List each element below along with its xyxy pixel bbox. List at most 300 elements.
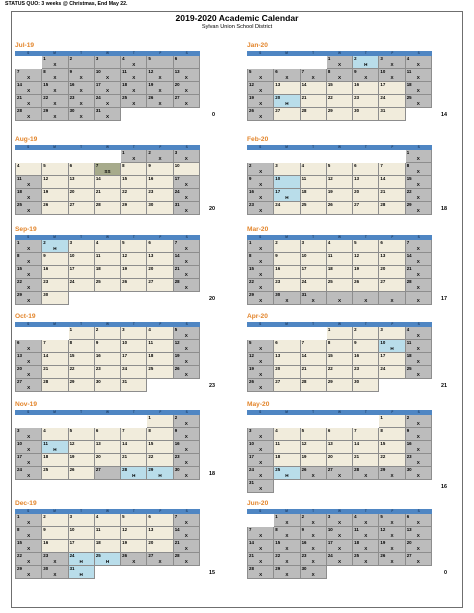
day-number: 28 — [249, 566, 254, 571]
day-cell — [95, 82, 121, 95]
day-cell — [353, 176, 379, 189]
month-name: Oct-19 — [15, 313, 36, 320]
day-number: 16 — [301, 540, 307, 545]
day-number: 16 — [43, 540, 49, 545]
day-number: 1 — [327, 327, 331, 332]
day-number: 7 — [174, 514, 178, 519]
day-cell — [95, 240, 121, 253]
week-row — [247, 202, 432, 215]
weekday-label: T — [312, 322, 315, 326]
day-cell — [121, 379, 147, 392]
day-marker: X — [259, 559, 263, 564]
day-marker: X — [416, 359, 420, 364]
day-marker: H — [79, 559, 83, 564]
day-cell — [69, 202, 95, 215]
day-marker: X — [285, 559, 289, 564]
day-cell — [69, 441, 95, 454]
day-cell — [379, 366, 405, 379]
day-cell — [174, 176, 200, 189]
weekday-label: T — [364, 410, 367, 414]
day-marker: X — [27, 259, 31, 264]
day-marker: X — [184, 520, 188, 525]
day-marker: X — [79, 88, 83, 93]
school-day-count: 18 — [209, 471, 215, 477]
day-number: 28 — [301, 108, 307, 113]
day-number: 7 — [249, 527, 252, 532]
day-number: 26 — [148, 95, 154, 100]
day-number: 19 — [148, 82, 154, 87]
day-number: 12 — [174, 340, 180, 345]
school-day-count: 17 — [441, 296, 447, 302]
day-cell — [327, 82, 353, 95]
month-table — [247, 509, 432, 579]
day-cell — [15, 540, 42, 553]
day-cell — [247, 366, 274, 379]
day-cell — [69, 566, 95, 579]
day-number: 27 — [380, 279, 386, 284]
day-number: 31 — [122, 379, 128, 384]
day-cell — [69, 69, 95, 82]
day-number: 2 — [69, 56, 73, 61]
day-number: 14 — [43, 353, 49, 358]
day-cell — [353, 69, 379, 82]
day-cell — [274, 428, 300, 441]
day-number: 15 — [122, 176, 128, 181]
day-cell — [247, 108, 274, 121]
weekday-label: S — [185, 322, 188, 326]
day-cell — [15, 340, 42, 353]
day-number: 30 — [43, 292, 49, 297]
day-marker: X — [259, 372, 263, 377]
day-marker: X — [27, 346, 31, 351]
day-cell — [147, 514, 173, 527]
day-number: 28 — [95, 202, 101, 207]
day-number: 17 — [174, 176, 180, 181]
day-cell — [406, 253, 432, 266]
day-cell — [301, 56, 327, 69]
day-cell — [247, 202, 274, 215]
day-number: 4 — [122, 56, 125, 61]
day-cell — [42, 279, 68, 292]
day-cell — [247, 82, 274, 95]
day-number: 9 — [69, 69, 73, 74]
day-marker: X — [184, 101, 188, 106]
day-number: 11 — [17, 176, 22, 181]
day-marker: X — [132, 101, 136, 106]
day-cell — [174, 56, 200, 69]
weekday-label: T — [132, 145, 135, 149]
day-cell — [274, 266, 300, 279]
day-number: 11 — [327, 253, 333, 258]
day-marker: X — [184, 447, 188, 452]
weekday-label: T — [132, 235, 135, 239]
day-cell — [406, 527, 432, 540]
day-cell — [147, 467, 173, 480]
day-marker: X — [390, 520, 394, 525]
day-cell — [327, 454, 353, 467]
day-marker: X — [132, 559, 136, 564]
weekday-label: T — [80, 235, 83, 239]
day-cell — [301, 176, 327, 189]
day-cell — [95, 353, 121, 366]
day-number: 10 — [327, 527, 333, 532]
day-cell — [121, 202, 147, 215]
day-number: 16 — [174, 441, 180, 446]
week-row — [15, 353, 200, 366]
weekday-label: M — [53, 322, 56, 326]
day-cell — [15, 108, 42, 121]
day-cell — [301, 540, 327, 553]
day-number: 15 — [17, 266, 22, 271]
day-cell — [95, 253, 121, 266]
day-cell — [121, 441, 147, 454]
month-table — [247, 410, 432, 493]
day-cell — [247, 189, 274, 202]
week-row — [15, 189, 200, 202]
day-number: 15 — [43, 82, 49, 87]
day-cell — [147, 379, 173, 392]
day-number: 14 — [301, 353, 307, 358]
day-number: 2 — [43, 514, 46, 519]
day-marker: X — [158, 559, 162, 564]
day-marker: H — [105, 559, 110, 564]
day-cell — [353, 253, 379, 266]
day-marker: X — [416, 88, 420, 93]
day-cell — [353, 292, 379, 305]
day-number: 25 — [95, 279, 101, 284]
day-cell — [42, 95, 68, 108]
day-number: 20 — [354, 189, 360, 194]
day-marker: X — [259, 114, 263, 119]
day-cell — [274, 108, 300, 121]
day-cell — [327, 566, 353, 579]
week-row — [15, 379, 200, 392]
day-cell — [121, 454, 147, 467]
day-marker: X — [259, 195, 263, 200]
day-number: 14 — [174, 253, 180, 258]
day-cell — [42, 150, 68, 163]
day-cell — [95, 428, 121, 441]
day-cell — [379, 454, 405, 467]
day-number: 5 — [301, 428, 305, 433]
day-marker: X — [416, 447, 420, 452]
day-cell — [353, 189, 379, 202]
day-number: 21 — [174, 540, 180, 545]
day-cell — [42, 108, 68, 121]
day-number: 1 — [43, 56, 46, 61]
day-number: 20 — [148, 540, 154, 545]
day-cell — [147, 454, 173, 467]
day-cell — [15, 327, 42, 340]
day-marker: X — [390, 533, 394, 538]
day-cell — [406, 428, 432, 441]
day-number: 25 — [17, 202, 22, 207]
day-number: 18 — [406, 353, 412, 358]
day-number: 10 — [380, 340, 386, 345]
day-number: 2 — [148, 150, 151, 155]
day-marker: X — [27, 298, 31, 303]
day-number: 18 — [95, 540, 101, 545]
day-marker: H — [390, 346, 394, 351]
day-cell — [147, 240, 173, 253]
day-number: 5 — [249, 69, 252, 74]
day-number: 8 — [327, 69, 331, 74]
month-name: Jul-19 — [15, 42, 35, 49]
day-number: 27 — [148, 279, 154, 284]
day-cell — [121, 514, 147, 527]
day-marker: X — [259, 385, 263, 390]
day-number: 10 — [380, 69, 386, 74]
week-row — [247, 566, 432, 579]
day-marker: X — [27, 285, 31, 290]
day-cell — [121, 327, 147, 340]
weekday-label: F — [159, 235, 162, 239]
day-cell — [42, 266, 68, 279]
day-number: 26 — [249, 108, 254, 113]
day-cell — [327, 366, 353, 379]
day-number: 25 — [122, 95, 128, 100]
weekday-label: T — [80, 322, 83, 326]
day-number: 16 — [95, 353, 101, 358]
day-number: 28 — [406, 279, 412, 284]
school-day-count: 16 — [441, 484, 447, 490]
day-number: 3 — [380, 327, 383, 332]
day-number: 25 — [354, 553, 360, 558]
week-row — [15, 202, 200, 215]
day-cell — [327, 353, 353, 366]
day-marker: X — [184, 272, 188, 277]
day-number: 19 — [249, 366, 254, 371]
day-number: 26 — [327, 202, 333, 207]
day-cell — [301, 95, 327, 108]
day-cell — [353, 150, 379, 163]
day-number: 20 — [275, 366, 281, 371]
day-marker: X — [27, 246, 31, 251]
day-number: 15 — [327, 82, 333, 87]
day-cell — [301, 527, 327, 540]
day-number: 13 — [17, 353, 22, 358]
day-number: 18 — [95, 266, 101, 271]
day-number: 22 — [17, 279, 22, 284]
day-cell — [274, 253, 300, 266]
week-row — [247, 150, 432, 163]
day-number: 1 — [380, 415, 383, 420]
day-marker: X — [416, 421, 420, 426]
day-cell — [95, 566, 121, 579]
day-cell — [379, 108, 405, 121]
day-marker: X — [337, 75, 342, 80]
day-cell — [301, 202, 327, 215]
day-marker: X — [311, 533, 315, 538]
day-cell — [379, 415, 405, 428]
day-marker: H — [285, 473, 289, 478]
day-number: 11 — [275, 441, 280, 446]
week-row — [15, 553, 200, 566]
day-cell — [147, 108, 173, 121]
day-cell — [42, 189, 68, 202]
day-cell — [147, 266, 173, 279]
day-cell — [69, 279, 95, 292]
day-cell — [174, 82, 200, 95]
day-cell — [406, 415, 432, 428]
day-cell — [379, 292, 405, 305]
day-cell — [95, 163, 121, 176]
week-row — [15, 292, 200, 305]
day-number: 6 — [17, 340, 20, 345]
day-number: 10 — [69, 527, 75, 532]
weekday-label: M — [285, 235, 288, 239]
day-number: 10 — [122, 340, 128, 345]
weekday-label: T — [364, 145, 367, 149]
day-number: 12 — [69, 441, 75, 446]
week-row — [15, 279, 200, 292]
day-cell — [69, 340, 95, 353]
day-cell — [42, 292, 68, 305]
day-number: 2 — [174, 415, 178, 420]
day-cell — [121, 366, 147, 379]
day-marker: X — [79, 101, 83, 106]
weekday-label: W — [337, 145, 341, 149]
month-table — [15, 145, 200, 215]
day-cell — [353, 266, 379, 279]
day-number: 22 — [148, 454, 154, 459]
weekday-label: W — [105, 509, 109, 513]
day-marker: X — [259, 101, 263, 106]
day-cell — [174, 253, 200, 266]
weekday-label: M — [285, 410, 288, 414]
day-marker: X — [27, 88, 31, 93]
day-marker: X — [285, 533, 289, 538]
day-number: 24 — [380, 95, 386, 100]
day-number: 17 — [327, 540, 333, 545]
day-cell — [69, 95, 95, 108]
week-row — [247, 353, 432, 366]
day-cell — [353, 56, 379, 69]
school-day-count: 0 — [212, 112, 215, 118]
day-number: 25 — [148, 366, 154, 371]
day-marker: X — [416, 195, 420, 200]
day-number: 13 — [354, 176, 360, 181]
day-marker: X — [105, 88, 110, 93]
day-number: 26 — [380, 553, 386, 558]
day-number: 18 — [43, 454, 49, 459]
weekday-label: T — [364, 509, 367, 513]
month-name: Aug-19 — [15, 136, 38, 143]
day-marker: X — [132, 156, 136, 161]
day-cell — [15, 56, 42, 69]
day-cell — [42, 428, 68, 441]
day-cell — [95, 415, 121, 428]
day-number: 22 — [43, 95, 49, 100]
day-number: 24 — [275, 202, 281, 207]
weekday-label: S — [185, 145, 188, 149]
weekday-label: S — [27, 410, 30, 414]
day-marker: X — [158, 156, 162, 161]
weekday-label: S — [417, 235, 420, 239]
day-number: 20 — [327, 454, 333, 459]
weekday-label: F — [159, 410, 162, 414]
week-row — [247, 527, 432, 540]
day-marker: X — [259, 259, 263, 264]
day-cell — [353, 340, 379, 353]
day-cell — [406, 514, 432, 527]
day-marker: X — [311, 473, 315, 478]
day-marker: X — [53, 75, 57, 80]
day-number: 13 — [275, 82, 281, 87]
day-number: 12 — [249, 353, 254, 358]
weekday-label: S — [259, 322, 262, 326]
day-number: 22 — [327, 95, 333, 100]
day-number: 19 — [354, 266, 360, 271]
day-cell — [327, 553, 353, 566]
day-cell — [15, 366, 42, 379]
week-row — [15, 327, 200, 340]
day-number: 19 — [380, 540, 386, 545]
weekday-label: W — [105, 51, 109, 55]
day-number: 3 — [380, 56, 383, 61]
day-number: 24 — [174, 189, 180, 194]
day-cell — [406, 95, 432, 108]
day-number: 11 — [95, 527, 101, 532]
day-number: 25 — [327, 279, 333, 284]
day-number: 4 — [301, 163, 305, 168]
day-marker: X — [416, 434, 420, 439]
day-cell — [121, 527, 147, 540]
day-marker: X — [259, 359, 263, 364]
day-cell — [69, 253, 95, 266]
day-cell — [147, 253, 173, 266]
week-row — [247, 82, 432, 95]
day-cell — [247, 540, 274, 553]
day-number: 19 — [122, 266, 128, 271]
day-number: 6 — [406, 514, 410, 519]
day-cell — [353, 202, 379, 215]
day-cell — [353, 82, 379, 95]
day-cell — [353, 327, 379, 340]
day-number: 7 — [380, 163, 383, 168]
day-marker: X — [259, 460, 263, 465]
day-number: 9 — [354, 69, 357, 74]
day-number: 8 — [380, 428, 383, 433]
day-marker: H — [285, 195, 289, 200]
day-cell — [121, 553, 147, 566]
week-row — [247, 379, 432, 392]
day-number: 15 — [69, 353, 75, 358]
weekday-label: S — [27, 235, 30, 239]
day-marker: X — [27, 195, 31, 200]
day-cell — [147, 163, 173, 176]
day-cell — [274, 353, 300, 366]
day-cell — [274, 150, 300, 163]
day-marker: X — [184, 259, 188, 264]
day-number: 4 — [327, 240, 331, 245]
day-cell — [379, 527, 405, 540]
day-cell — [327, 253, 353, 266]
day-number: 29 — [275, 566, 281, 571]
day-cell — [147, 353, 173, 366]
day-cell — [69, 379, 95, 392]
day-marker: X — [53, 114, 57, 119]
day-cell — [15, 95, 42, 108]
day-marker: X — [184, 156, 188, 161]
day-number: 23 — [354, 95, 360, 100]
day-cell — [353, 540, 379, 553]
day-number: 16 — [69, 82, 75, 87]
day-marker: X — [184, 559, 188, 564]
day-number: 28 — [380, 202, 386, 207]
day-marker: X — [259, 346, 263, 351]
week-row — [15, 82, 200, 95]
